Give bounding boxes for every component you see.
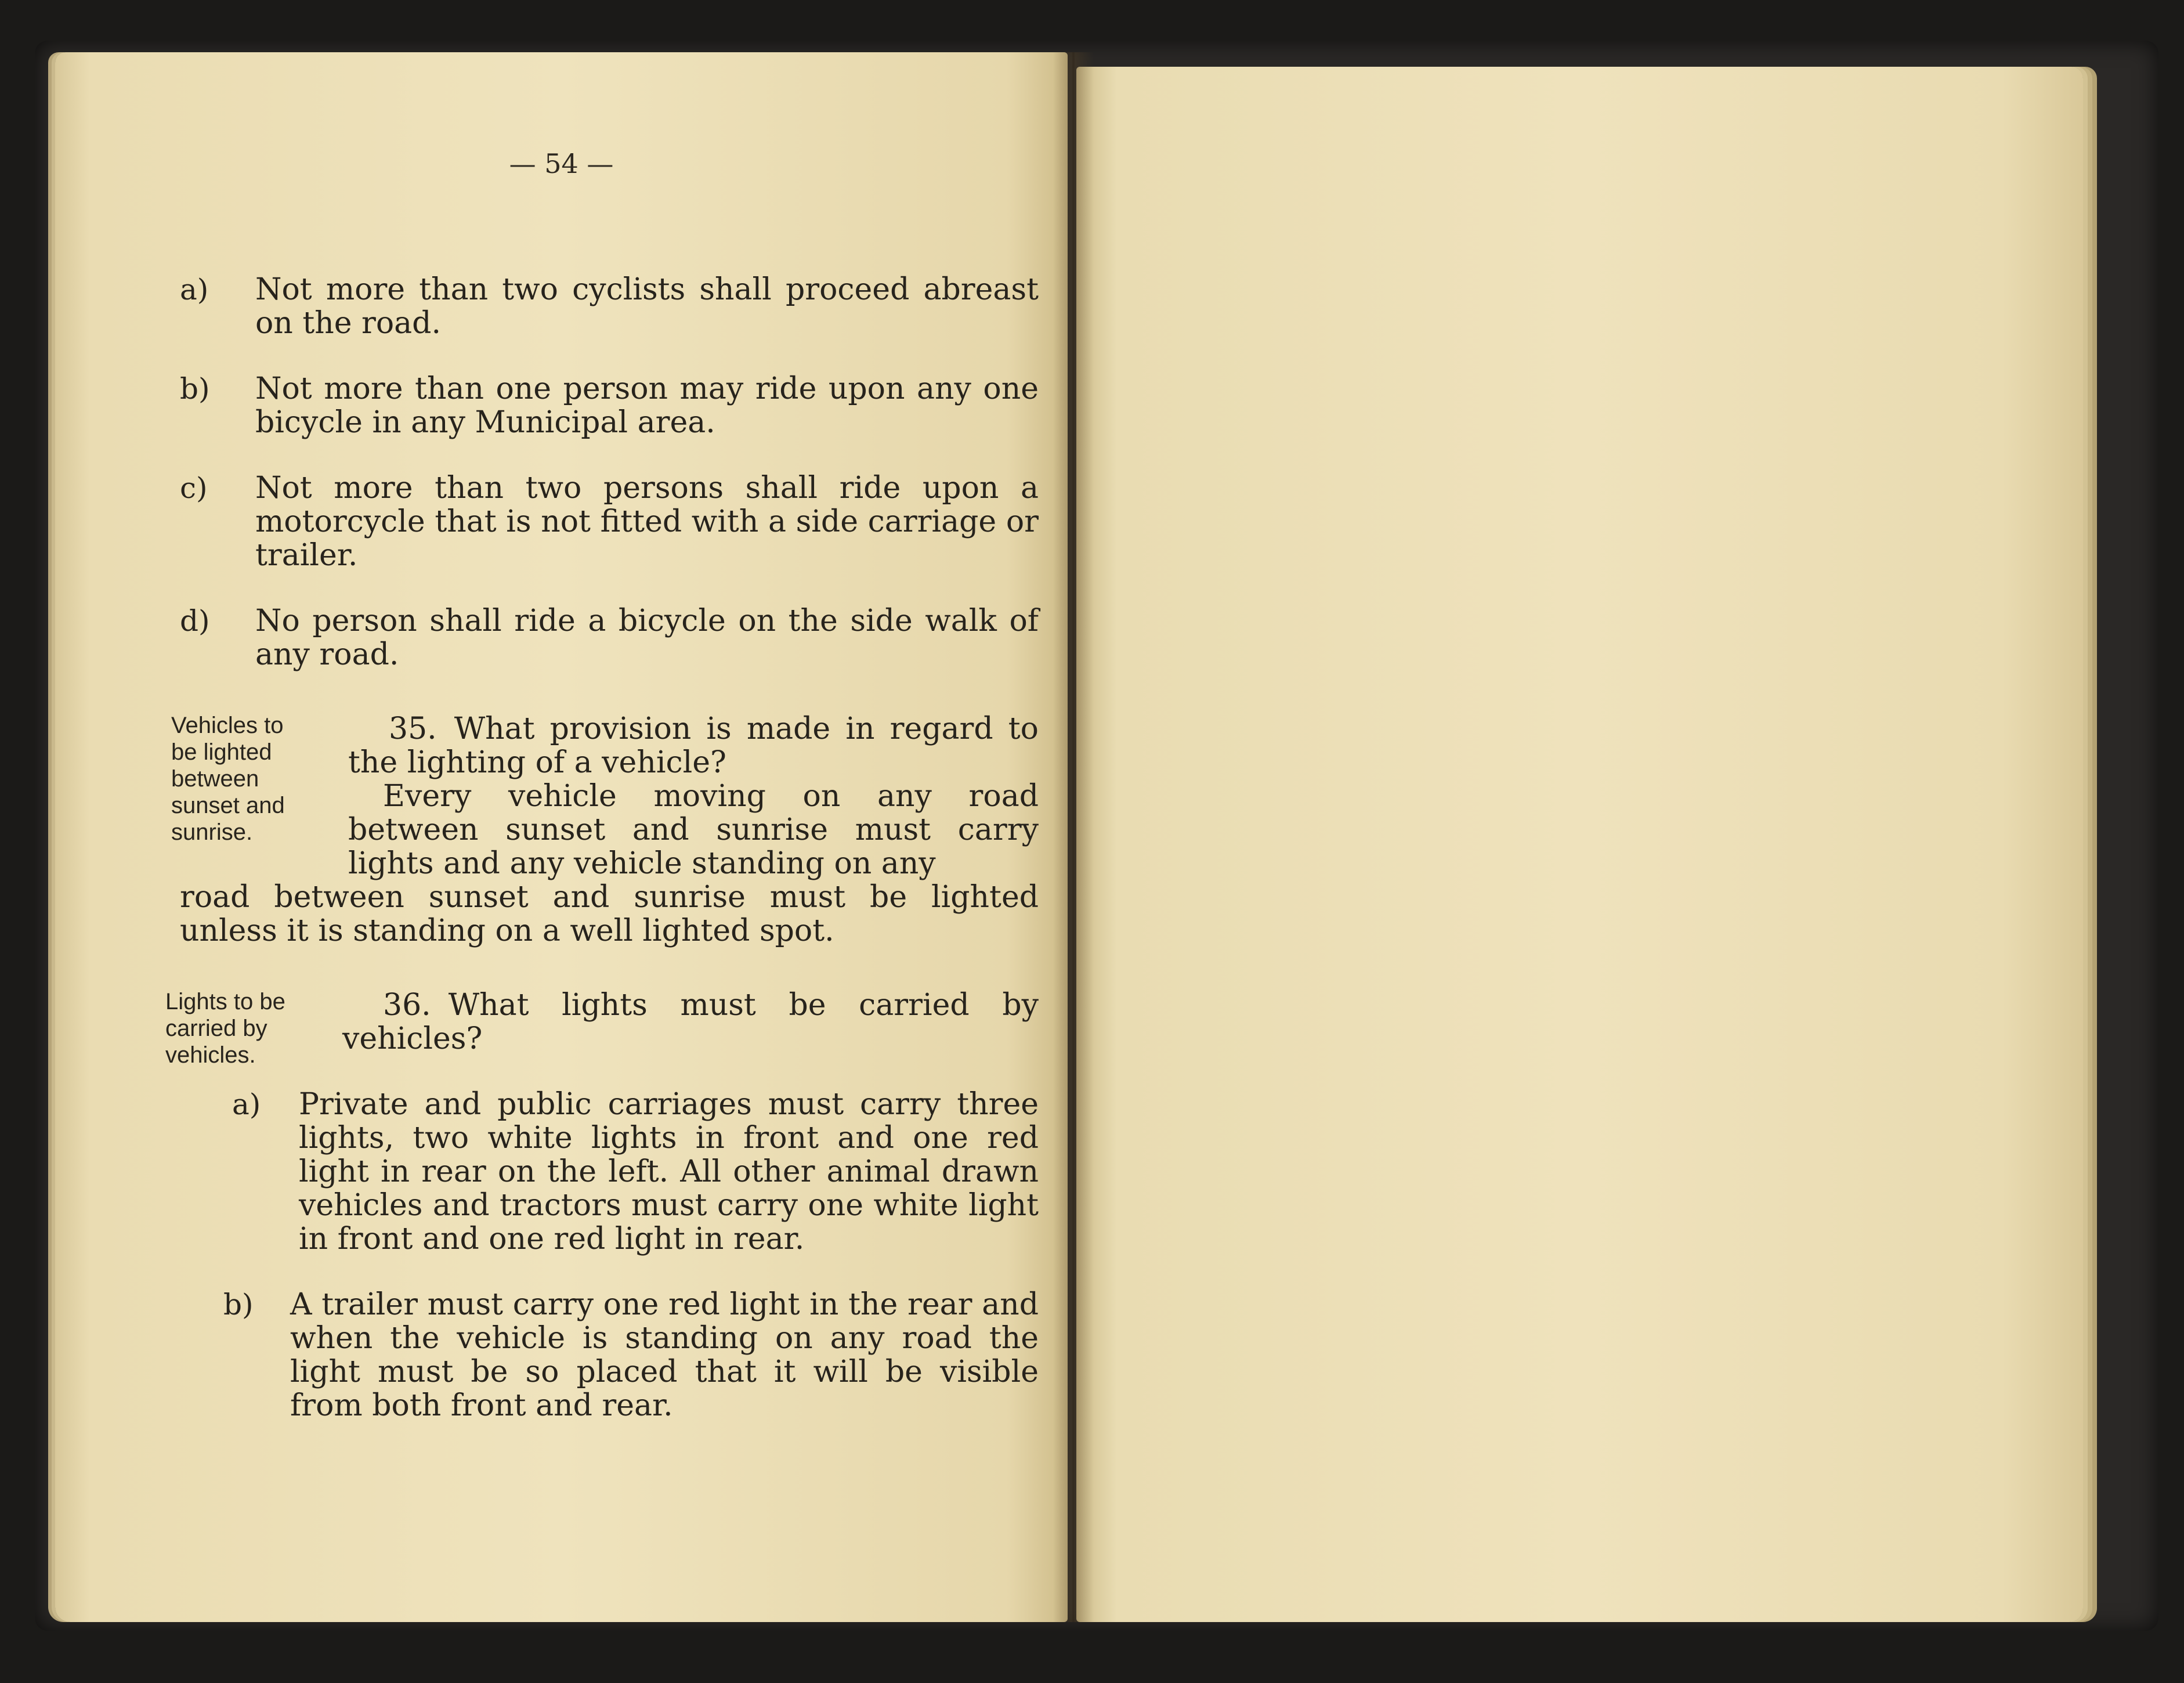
rule-item-d	[180, 604, 1039, 671]
item-marker: b)	[180, 372, 210, 406]
rule-item-c	[180, 471, 1039, 572]
answer-35	[180, 779, 1039, 948]
answer-rest: road between sunset and sunrise must be lighted unless it is standing on a well lighted spot.	[180, 880, 1039, 948]
answer-lead: Every vehicle moving on any road between sunset and sunrise must carry lights and any vehicle standing on any	[348, 779, 1039, 881]
lights-item-a	[232, 1088, 1039, 1256]
page-number: — 54 —	[509, 148, 614, 179]
item-marker: d)	[180, 604, 210, 638]
item-text: Private and public carriages must carry three lights, two white lights in front and one red light in rear on the left. All other animal drawn vehicles and tractors must carry one white light in front and one red light in rear.	[299, 1087, 1039, 1256]
question-36	[165, 988, 1039, 1068]
question-35	[171, 712, 1039, 948]
item-text: No person shall ride a bicycle on the side walk of any road.	[255, 604, 1039, 672]
item-marker: a)	[232, 1088, 261, 1121]
lights-item-b	[223, 1288, 1039, 1422]
sidenote-36: Lights to be carried by vehicles.	[165, 989, 285, 1068]
question-number: 36.	[383, 988, 431, 1023]
question-number: 35.	[389, 712, 437, 746]
rule-item-b	[180, 372, 1039, 439]
question-36-text	[180, 988, 1039, 1056]
right-page	[1076, 67, 2083, 1622]
item-marker: c)	[180, 471, 208, 505]
left-page-text	[165, 272, 1039, 1454]
item-marker: a)	[180, 273, 209, 306]
item-text: Not more than two persons shall ride upon a motorcycle that is not fitted with a side carriage or trailer.	[255, 471, 1039, 573]
item-text: Not more than two cyclists shall proceed abreast on the road.	[255, 272, 1039, 341]
question-text: What provision is made in regard to the lighting of a vehicle?	[348, 712, 1039, 780]
item-text: A trailer must carry one red light in the rear and when the vehicle is standing on any road the light must be so placed that it will be visible from both front and rear.	[290, 1287, 1039, 1423]
item-marker: b)	[223, 1288, 254, 1321]
question-text: What lights must be carried by vehicles?	[342, 988, 1039, 1056]
question-35-text	[180, 712, 1039, 779]
item-text: Not more than one person may ride upon any one bicycle in any Municipal area.	[255, 371, 1039, 440]
sidenote-35: Vehicles to be lighted between sunset and sunrise.	[171, 713, 285, 845]
left-page	[55, 52, 1068, 1622]
rule-item-a	[180, 273, 1039, 340]
